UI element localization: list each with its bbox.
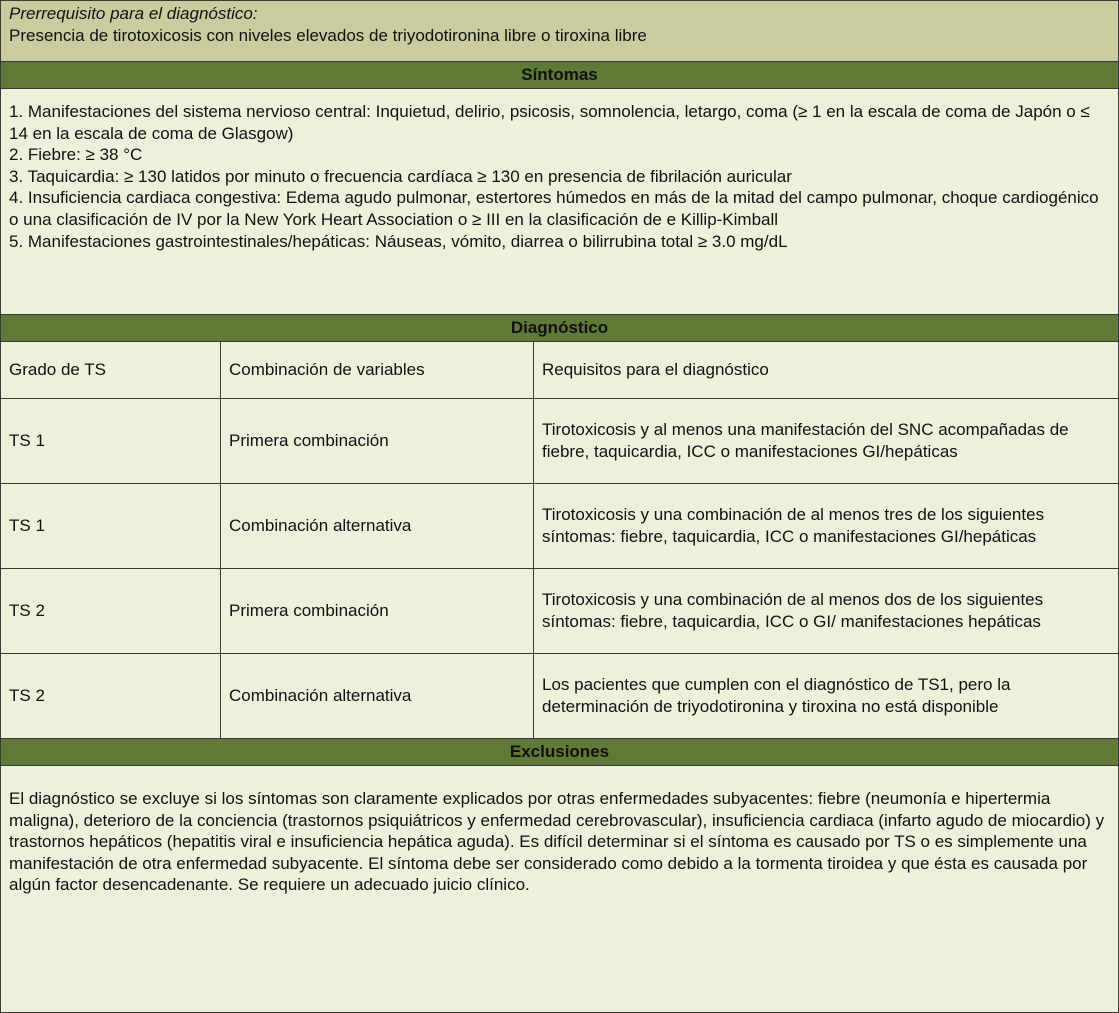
symptom-item: 2. Fiebre: ≥ 38 °C [9, 145, 143, 165]
grade-cell: TS 2 [1, 654, 221, 739]
symptom-item: 3. Taquicardia: ≥ 130 latidos por minuto o frecuencia cardíaca ≥ 130 en presencia de fibrilación auricular [9, 166, 792, 186]
combination-cell: Primera combinación [221, 399, 534, 484]
symptom-item: 1. Manifestaciones del sistema nervioso central: Inquietud, delirio, psicosis, somnolencia, letargo, coma (≥ 1 en la escala de coma de Japón o ≤ 14 en la escala de coma de Glasgow) [9, 102, 1090, 143]
symptom-item: 4. Insuficiencia cardiaca congestiva: Edema agudo pulmonar, estertores húmedos en más de la mitad del campo pulmonar, choque cardiogénico o una clasificación de IV por la New York Heart Association o ≥ III en la clasificación de e Killip-Kimball [9, 188, 1099, 229]
grade-cell: TS 1 [1, 399, 221, 484]
requirements-cell: Tirotoxicosis y al menos una manifestación del SNC acompañadas de fiebre, taquicardia, ICC o manifestaciones GI/hepáticas [534, 399, 1119, 484]
diagnosis-header: Diagnóstico [1, 315, 1119, 342]
table-row [1, 569, 1119, 654]
symptoms-row [1, 89, 1119, 315]
table-row [1, 654, 1119, 739]
requirements-cell: Tirotoxicosis y una combinación de al menos dos de los siguientes síntomas: fiebre, taquicardia, ICC o GI/ manifestaciones hepáticas [534, 569, 1119, 654]
symptoms-header: Síntomas [1, 62, 1119, 89]
grade-cell: TS 1 [1, 484, 221, 569]
symptoms-header-row [1, 62, 1119, 89]
exclusions-header: Exclusiones [1, 739, 1119, 766]
prerequisite-text: Presencia de tirotoxicosis con niveles elevados de triyodotironina libre o tiroxina libre [9, 25, 647, 45]
table-row [1, 484, 1119, 569]
diagnosis-header-row [1, 315, 1119, 342]
exclusions-header-row [1, 739, 1119, 766]
table-row [1, 399, 1119, 484]
requirements-cell: Los pacientes que cumplen con el diagnóstico de TS1, pero la determinación de triyodotironina y tiroxina no está disponible [534, 654, 1119, 739]
combination-cell: Combinación alternativa [221, 484, 534, 569]
requirements-cell: Tirotoxicosis y una combinación de al menos tres de los siguientes síntomas: fiebre, taquicardia, ICC o manifestaciones GI/hepáticas [534, 484, 1119, 569]
column-header-requirements: Requisitos para el diagnóstico [534, 342, 1119, 399]
prerequisite-cell [1, 1, 1119, 62]
prerequisite-title: Prerrequisito para el diagnóstico: [9, 4, 258, 23]
exclusions-text: El diagnóstico se excluye si los síntomas son claramente explicados por otras enfermedades subyacentes: fiebre (neumonía e hipertermia maligna), deterioro de la conciencia (trastornos psiquiátricos y enfermedad cerebrovascular), insuficiencia cardiaca (infarto agudo de miocardio) y trastornos hepáticos (hepatitis viral e insuficiencia hepática aguda). Es difícil determinar si el síntoma es causado por TS o es simplemente una manifestación de otra enfermedad subyacente. El síntoma debe ser considerado como debido a la tormenta tiroidea y que ésta es causada por algún factor desencadenante. Se requiere un adecuado juicio clínico. [1, 766, 1119, 1013]
exclusions-row [1, 766, 1119, 1013]
combination-cell: Combinación alternativa [221, 654, 534, 739]
grade-cell: TS 2 [1, 569, 221, 654]
symptoms-list [1, 89, 1119, 315]
column-header-combination: Combinación de variables [221, 342, 534, 399]
column-header-grade: Grado de TS [1, 342, 221, 399]
symptom-item: 5. Manifestaciones gastrointestinales/hepáticas: Náuseas, vómito, diarrea o bilirrubina total ≥ 3.0 mg/dL [9, 231, 788, 251]
diagnosis-columns-row [1, 342, 1119, 399]
prerequisite-row [1, 1, 1119, 62]
combination-cell: Primera combinación [221, 569, 534, 654]
